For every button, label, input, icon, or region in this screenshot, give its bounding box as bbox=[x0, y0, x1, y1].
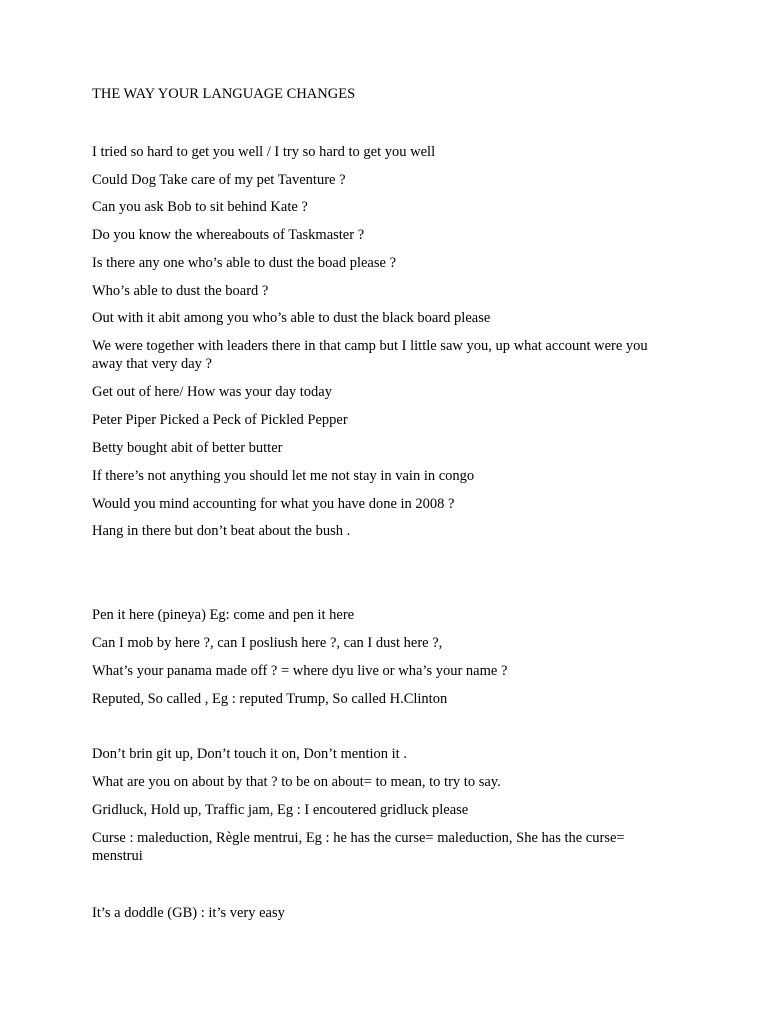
text-line: Reputed, So called , Eg : reputed Trump, So called H.Clinton bbox=[92, 691, 448, 707]
text-line: Do you know the whereabouts of Taskmaster ? bbox=[92, 227, 365, 243]
text-line: Betty bought abit of better butter bbox=[92, 440, 283, 456]
text-line: Gridluck, Hold up, Traffic jam, Eg : I encoutered gridluck please bbox=[92, 802, 469, 818]
text-line: Peter Piper Picked a Peck of Pickled Pepper bbox=[92, 412, 348, 428]
text-line: What are you on about by that ? to be on about= to mean, to try to say. bbox=[92, 774, 501, 790]
text-line: Can I mob by here ?, can I posliush here ?, can I dust here ?, bbox=[92, 635, 443, 651]
text-line: Don’t brin git up, Don’t touch it on, Don’t mention it . bbox=[92, 746, 407, 762]
text-line: It’s a doddle (GB) : it’s very easy bbox=[92, 905, 285, 921]
text-line: Could Dog Take care of my pet Taventure ? bbox=[92, 172, 346, 188]
text-line: Can you ask Bob to sit behind Kate ? bbox=[92, 199, 308, 215]
document-title: THE WAY YOUR LANGUAGE CHANGES bbox=[92, 86, 356, 102]
text-line: Out with it abit among you who’s able to dust the black board please bbox=[92, 310, 491, 326]
text-line: Pen it here (pineya) Eg: come and pen it here bbox=[92, 607, 355, 623]
text-line: Would you mind accounting for what you have done in 2008 ? bbox=[92, 496, 455, 512]
text-line: What’s your panama made off ? = where dyu live or wha’s your name ? bbox=[92, 663, 508, 679]
text-line: I tried so hard to get you well / I try so hard to get you well bbox=[92, 144, 436, 160]
text-line: Who’s able to dust the board ? bbox=[92, 283, 269, 299]
text-line: If there’s not anything you should let me not stay in vain in congo bbox=[92, 468, 475, 484]
text-line: We were together with leaders there in that camp but I little saw you, up what account were you away that very day ? bbox=[92, 338, 648, 372]
text-line: Curse : maleduction, Règle mentrui, Eg : he has the curse= maleduction, She has the curse= menstrui bbox=[92, 830, 625, 864]
text-line: Hang in there but don’t beat about the bush . bbox=[92, 523, 351, 539]
text-line: Get out of here/ How was your day today bbox=[92, 384, 332, 400]
text-line: Is there any one who’s able to dust the boad please ? bbox=[92, 255, 397, 271]
